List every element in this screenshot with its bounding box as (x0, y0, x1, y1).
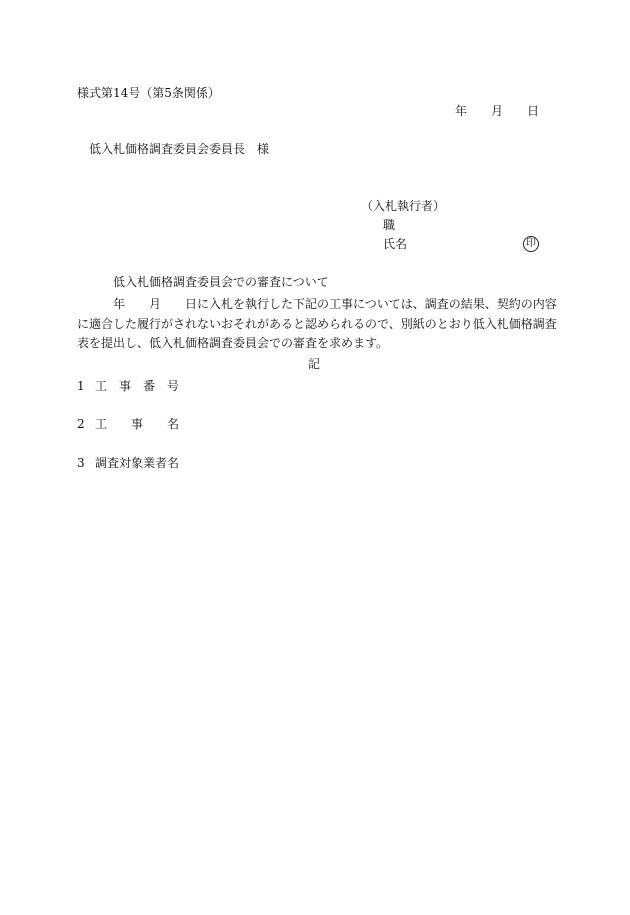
form-number: 様式第14号（第5条関係） (77, 86, 220, 100)
date-day-label: 日 (527, 104, 540, 118)
sender-position-label: 職 (383, 218, 396, 232)
item-number: 2 (77, 417, 85, 431)
ki-heading: 記 (308, 357, 321, 371)
item-number: 3 (77, 456, 85, 470)
body-line-1: 日に入札を執行した下記の工事については、調査の結果、契約の内容 (185, 297, 557, 311)
body-year-label: 年 (113, 297, 126, 311)
item-label-construction-name: 工 事 名 (95, 417, 180, 431)
item-label-target-company: 調査対象業者名 (95, 456, 180, 470)
subject: 低入札価格調査委員会での審査について (113, 275, 329, 289)
body-line-2: に適合した履行がされないおそれがあると認められるので、別紙のとおり低入札価格調査 (77, 317, 557, 331)
sender-role-label: （入札執行者） (361, 199, 446, 213)
seal-mark: 印 (523, 236, 539, 252)
body-line-3: 表を提出し、低入札価格調査委員会での審査を求めます。 (77, 336, 389, 350)
date-month-label: 月 (491, 104, 504, 118)
addressee: 低入札価格調査委員会委員長 様 (89, 142, 270, 156)
item-number: 1 (77, 379, 85, 393)
body-month-label: 月 (149, 297, 162, 311)
item-label-construction-number: 工 事 番 号 (95, 379, 180, 393)
date-year-label: 年 (455, 104, 468, 118)
sender-name-label: 氏名 (383, 237, 408, 251)
